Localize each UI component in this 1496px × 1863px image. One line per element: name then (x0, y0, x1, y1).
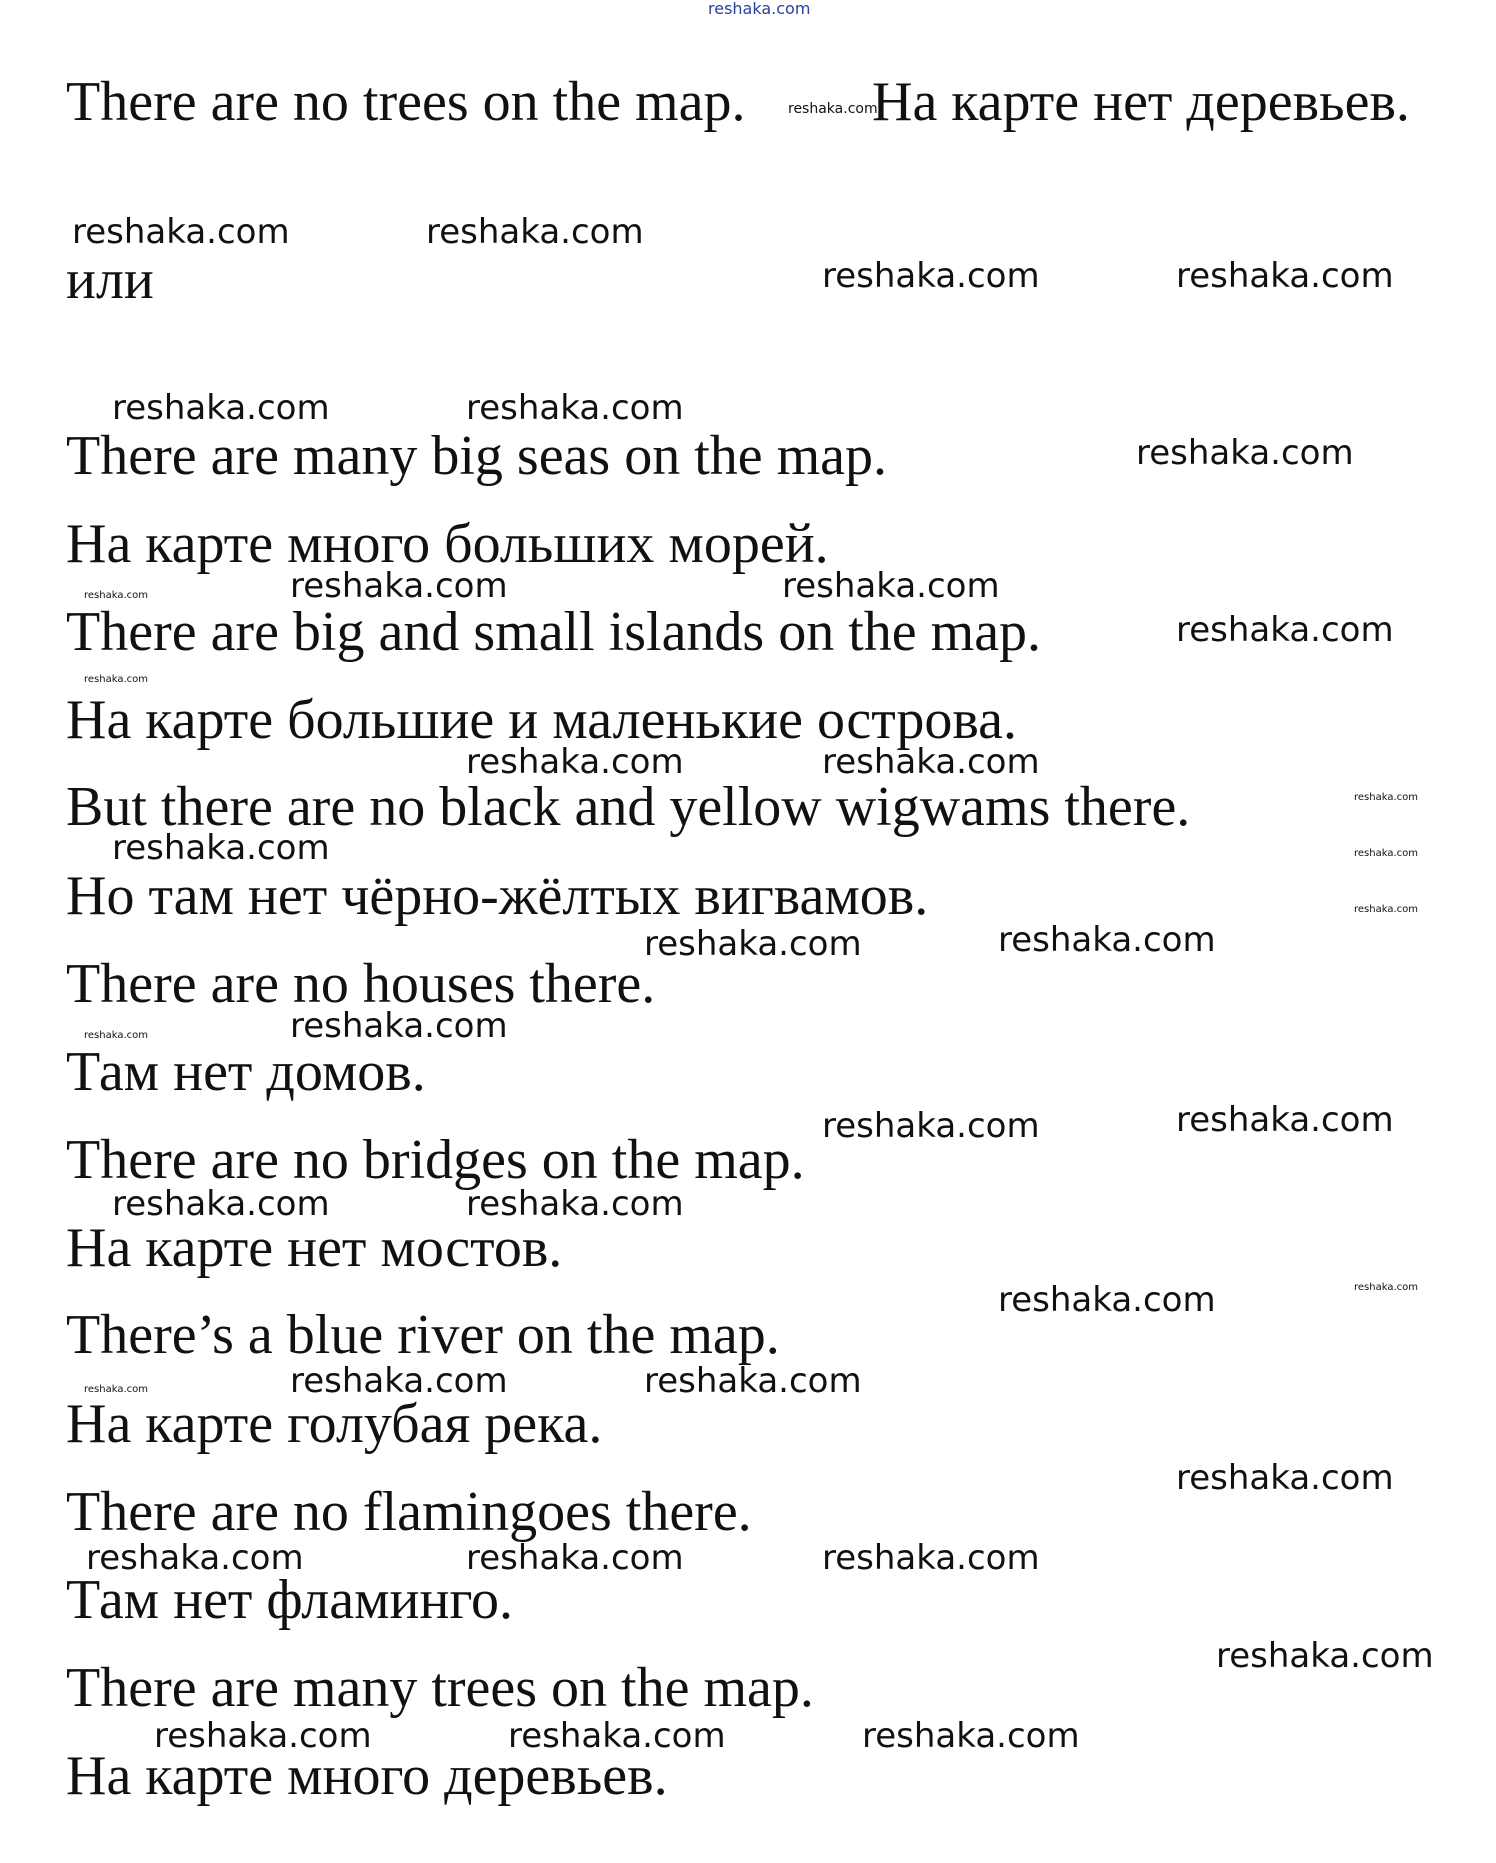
watermark: reshaka.com (998, 1280, 1216, 1320)
watermark: reshaka.com (86, 1538, 304, 1578)
watermark: reshaka.com (822, 1538, 1040, 1578)
sentence-ru-3: На карте большие и маленькие острова. (66, 689, 1017, 751)
watermark: reshaka.com (822, 742, 1040, 782)
watermark: reshaka.com (466, 742, 684, 782)
watermark-small: reshaka.com (1354, 904, 1418, 915)
watermark: reshaka.com (1176, 256, 1394, 296)
watermark: reshaka.com (862, 1716, 1080, 1756)
sentence-en-2: There are many big seas on the map. (66, 425, 888, 487)
watermark: reshaka.com (290, 1361, 508, 1401)
inline-watermark: reshaka.com (788, 101, 878, 117)
watermark: reshaka.com (1176, 610, 1394, 650)
sentence-en-3: There are big and small islands on the map. (66, 601, 1042, 663)
watermark-small: reshaka.com (1354, 1282, 1418, 1293)
sentence-en-7: There’s a blue river on the map. (66, 1304, 780, 1366)
sentence-en-8: There are no flamingoes there. (66, 1481, 752, 1543)
watermark: reshaka.com (290, 566, 508, 606)
sentence-ru-7: На карте голубая река. (66, 1393, 603, 1455)
watermark: reshaka.com (1216, 1636, 1434, 1676)
sentence-en-9: There are many trees on the map. (66, 1657, 814, 1719)
watermark-small: reshaka.com (84, 674, 148, 685)
sentence-en-6: There are no bridges on the map. (66, 1129, 805, 1191)
watermark: reshaka.com (1176, 1458, 1394, 1498)
watermark: reshaka.com (112, 828, 330, 868)
sentence-en-5: There are no houses there. (66, 953, 656, 1015)
watermark: reshaka.com (1136, 433, 1354, 473)
watermark: reshaka.com (112, 388, 330, 428)
sentence-ru-1: На карте нет деревьев. (872, 71, 1410, 133)
sentence-ru-5: Там нет домов. (66, 1041, 426, 1103)
watermark: reshaka.com (644, 1361, 862, 1401)
sentence-ru-8: Там нет фламинго. (66, 1569, 514, 1631)
watermark: reshaka.com (466, 388, 684, 428)
watermark: reshaka.com (508, 1716, 726, 1756)
watermark-small: reshaka.com (1354, 848, 1418, 859)
watermark: reshaka.com (154, 1716, 372, 1756)
header-watermark: reshaka.com (708, 0, 811, 18)
sentence-en-1: There are no trees on the map. (66, 71, 746, 133)
watermark: reshaka.com (822, 1106, 1040, 1146)
watermark: reshaka.com (644, 924, 862, 964)
watermark: reshaka.com (112, 1184, 330, 1224)
watermark: reshaka.com (426, 212, 644, 252)
watermark-small: reshaka.com (84, 1030, 148, 1041)
watermark: reshaka.com (290, 1006, 508, 1046)
sentence-ru-6: На карте нет мостов. (66, 1217, 563, 1279)
watermark-small: reshaka.com (84, 1384, 148, 1395)
watermark: reshaka.com (466, 1184, 684, 1224)
watermark-small: reshaka.com (1354, 792, 1418, 803)
watermark: reshaka.com (782, 566, 1000, 606)
watermark: reshaka.com (466, 1538, 684, 1578)
sentence-ru-9: На карте много деревьев. (66, 1745, 668, 1807)
watermark: reshaka.com (998, 920, 1216, 960)
watermark: reshaka.com (822, 256, 1040, 296)
word-or: или (66, 249, 154, 311)
sentence-ru-2: На карте много больших морей. (66, 513, 829, 575)
watermark: reshaka.com (72, 212, 290, 252)
sentence-ru-4: Но там нет чёрно-жёлтых вигвамов. (66, 865, 929, 927)
watermark: reshaka.com (1176, 1100, 1394, 1140)
sentence-en-4: But there are no black and yellow wigwams there. (66, 776, 1191, 838)
watermark-small: reshaka.com (84, 590, 148, 601)
